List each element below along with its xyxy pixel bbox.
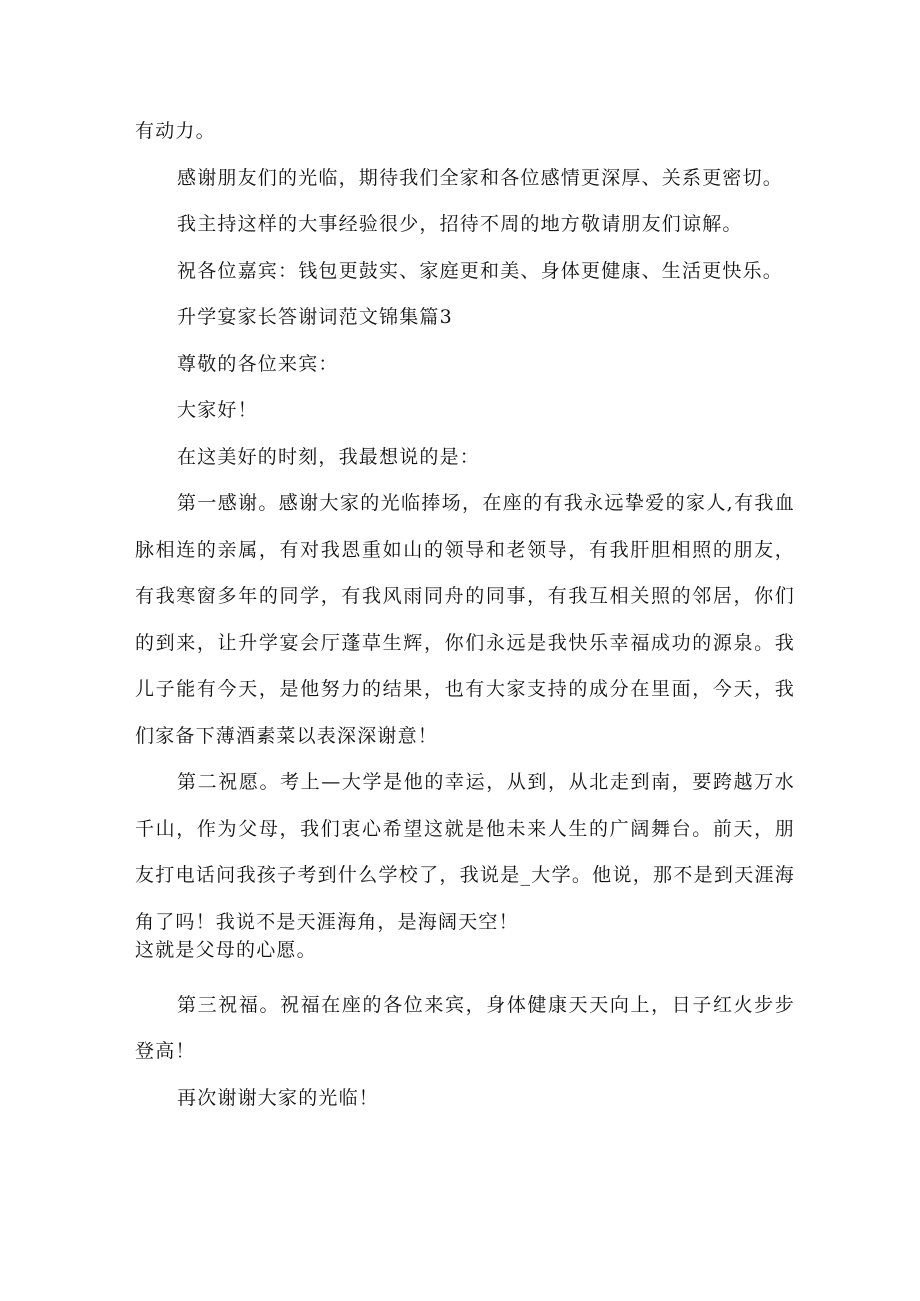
paragraph-thanks-friends: 感谢朋友们的光临，期待我们全家和各位感情更深厚、关系更密切。 — [177, 166, 784, 189]
paragraph-wishes: 祝各位嘉宾：钱包更鼓实、家庭更和美、身体更健康、生活更快乐。 — [177, 259, 784, 282]
paragraph-intro: 在这美好的时刻，我最想说的是： — [177, 445, 481, 468]
document-page — [135, 108, 795, 1121]
paragraph-first-thanks: 第一感谢。感谢大家的光临捧场，在座的有我永远挚爱的家人,有我血脉相连的亲属，有对我恩重如山的领导和老领导，有我肝胆相照的朋友，有我寒窗多年的同学，有我风雨同舟的同事，有我互相关照的邻居，你们的到来，让升学宴会厅蓬草生辉，你们永远是我快乐幸福成功的源泉。我儿子能有今天，是他努力的结果，也有大家支持的成分在里面，今天，我们家备下薄酒素菜以表深深谢意！ — [135, 492, 795, 747]
salutation: 尊敬的各位来宾： — [177, 352, 339, 375]
paragraph-continuation: 有动力。 — [135, 120, 216, 142]
paragraph-parents-wish: 这就是父母的心愿。 — [135, 939, 317, 961]
greeting: 大家好！ — [177, 399, 258, 421]
paragraph-apology: 我主持这样的大事经验很少，招待不周的地方敬请朋友们谅解。 — [177, 213, 743, 235]
section-heading: 升学宴家长答谢词范文锦集篇3 — [177, 306, 453, 328]
paragraph-second-wish: 第二祝愿。考上—大学是他的幸运，从到，从北走到南，要跨越万水千山，作为父母，我们衷心希望这就是他未来人生的广阔舞台。前天，朋友打电话问我孩子考到什么学校了，我说是_大学。他说，那不是到天涯海角了吗！我说不是天涯海角，是海阔天空！ — [135, 771, 795, 933]
paragraph-third-blessing: 第三祝福。祝福在座的各位来宾，身体健康天天向上，日子红火步步登高！ — [135, 993, 795, 1062]
paragraph-closing-thanks: 再次谢谢大家的光临！ — [177, 1086, 380, 1109]
